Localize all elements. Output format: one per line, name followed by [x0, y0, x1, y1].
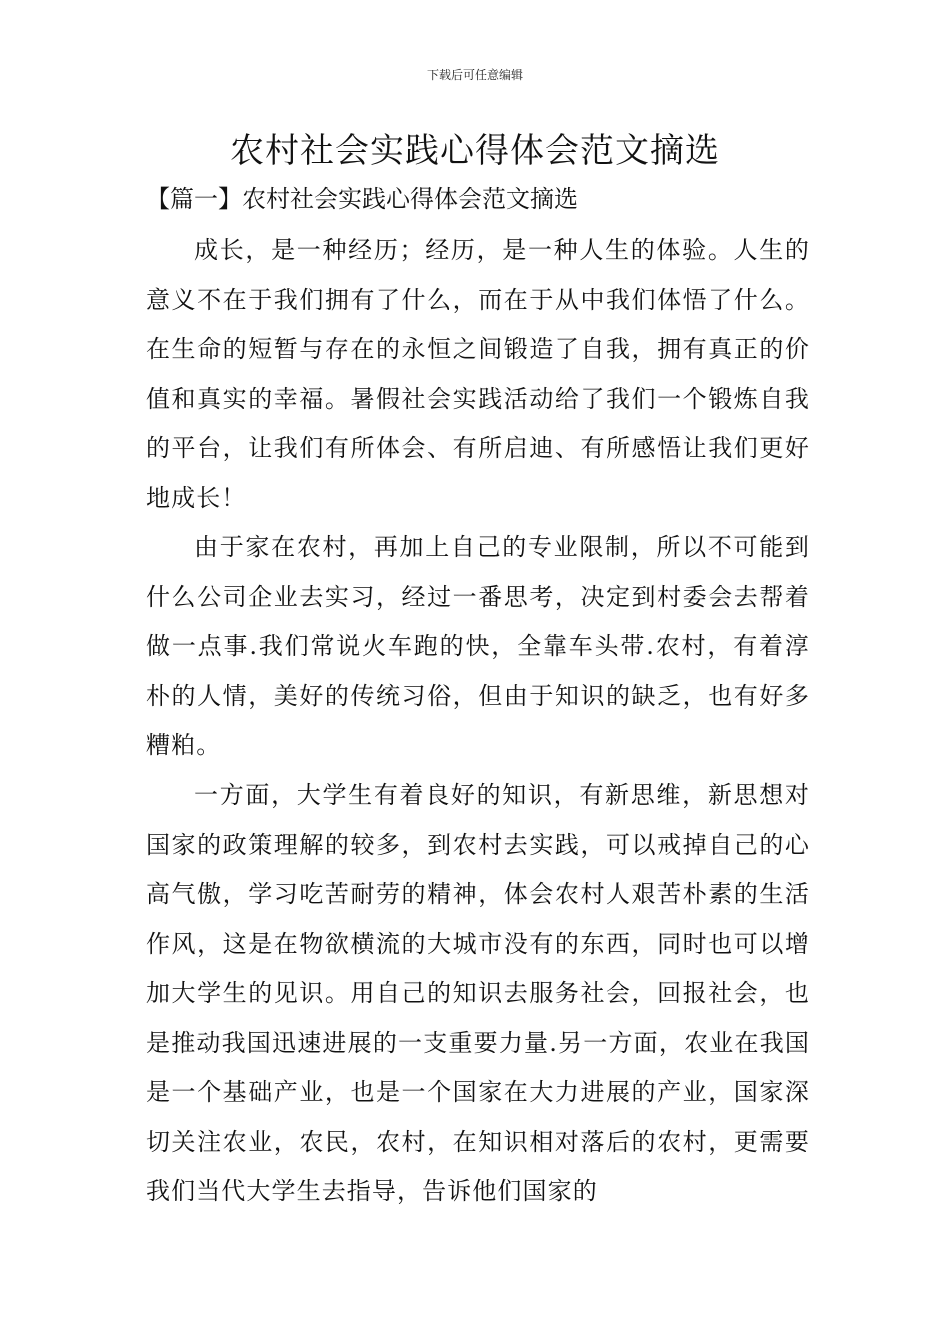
section-heading: 【篇一】农村社会实践心得体会范文摘选: [146, 185, 578, 213]
paragraph-1-block: [146, 226, 810, 523]
paragraph: 成长，是一种经历；经历，是一种人生的体验。人生的意义不在于我们拥有了什么，而在于从中我们体悟了什么。在生命的短暂与存在的永恒之间锻造了自我，拥有真正的价值和真实的幸福。暑假社会实践活动给了我们一个锻炼自我的平台，让我们有所体会、有所启迪、有所感悟让我们更好地成长！: [146, 236, 810, 512]
paragraph-2-block: [146, 523, 810, 771]
document-title: 农村社会实践心得体会范文摘选: [230, 131, 720, 171]
paragraph: 一方面，大学生有着良好的知识，有新思维，新思想对国家的政策理解的较多，到农村去实践，可以戒掉自己的心高气傲，学习吃苦耐劳的精神，体会农村人艰苦朴素的生活作风，这是在物欲横流的大城市没有的东西，同时也可以增加大学生的见识。用自己的知识去服务社会，回报社会，也是推动我国迅速进展的一支重要力量.另一方面，农业在我国是一个基础产业，也是一个国家在大力进展的产业，国家深切关注农业，农民，农村，在知识相对落后的农村，更需要我们当代大学生去指导，告诉他们国家的: [146, 781, 810, 1205]
paragraph-3-block: [146, 771, 810, 1217]
paragraph: 由于家在农村，再加上自己的专业限制，所以不可能到什么公司企业去实习，经过一番思考，决定到村委会去帮着做一点事.我们常说火车跑的快，全靠车头带.农村，有着淳朴的人情，美好的传统习俗，但由于知识的缺乏，也有好多糟粕。: [146, 533, 810, 759]
header-note: 下载后可任意编辑: [426, 68, 523, 82]
